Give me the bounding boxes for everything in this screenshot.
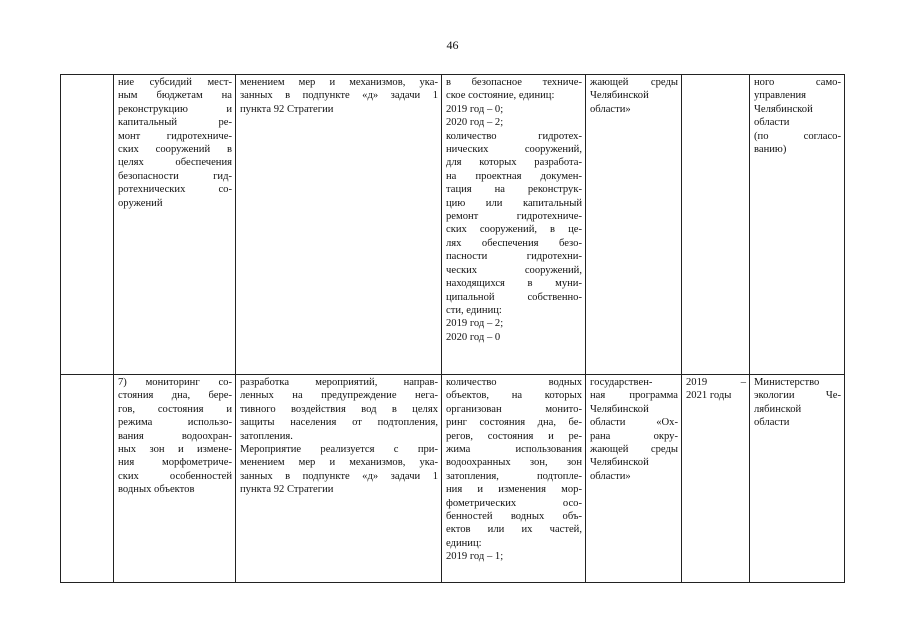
text-line: лях обеспечения безо- (446, 237, 582, 249)
text-line: занных в подпункте «д» задачи 1 (240, 470, 438, 482)
cell-paragraph (118, 376, 232, 497)
text-line: ного само- (754, 77, 841, 88)
page-number: 46 (446, 38, 459, 52)
text-line: пункта 92 Стратегии (240, 484, 334, 496)
text-line: тация на реконструк- (446, 184, 582, 196)
text-line: сти, единиц: (446, 304, 502, 316)
text-line: безопасности гид- (118, 170, 232, 182)
text-line: гов, состояния и (118, 403, 232, 415)
text-line: фометрических осо- (446, 497, 582, 509)
text-line: ния морфометриче- (118, 457, 232, 469)
cell-paragraph (590, 376, 678, 483)
text-line: Министерство (754, 377, 820, 388)
cell-measure-description (236, 75, 442, 375)
text-line: 2019 год – 0; (446, 103, 504, 115)
text-line: ских сооружений, в це- (446, 224, 582, 236)
text-line: 2019 год – 2; (446, 318, 504, 330)
table-row (61, 375, 845, 583)
text-line: области «Ох- (590, 417, 678, 429)
text-line: 2020 год – 0 (446, 331, 501, 343)
text-line: цию или капитальный (446, 197, 582, 209)
text-line: Челябинской (590, 403, 649, 415)
text-line: ния и изменения мор- (446, 484, 582, 496)
cell-paragraph (754, 76, 841, 156)
cell-program (586, 75, 682, 375)
text-line: единиц: (446, 537, 482, 549)
text-line: ных зон и измене- (118, 444, 232, 456)
cell-paragraph (446, 116, 582, 129)
text-line: ринг состояния дна, бе- (446, 417, 582, 429)
text-line: Челябинской (590, 457, 649, 469)
text-line: затопления, подтопле- (446, 470, 582, 482)
text-line: пасности гидротехни- (446, 251, 582, 263)
text-line: 7) мониторинг со- (118, 377, 232, 388)
cell-period (682, 75, 750, 375)
text-line: находящихся в муни- (446, 278, 582, 290)
text-line: организован монито- (446, 403, 582, 415)
text-line: менением мер и механизмов, ука- (240, 77, 438, 88)
cell-program (586, 375, 682, 583)
cell-paragraph (446, 376, 582, 550)
text-line: управления (754, 90, 807, 102)
text-line: ние субсидий мест- (118, 77, 232, 88)
cell-paragraph (446, 130, 582, 318)
text-line: объектов, на которых (446, 390, 582, 402)
text-line: капитальный ре- (118, 117, 232, 129)
text-line: водных объектов (118, 484, 195, 496)
text-line: количество водных (446, 377, 582, 388)
text-line: разработка мероприятий, направ- (240, 377, 438, 388)
text-line: Челябинской (590, 90, 649, 102)
text-line: водоохранных зон, зон (446, 457, 582, 469)
text-line: ная программа (590, 390, 678, 402)
text-line: в безопасное техниче- (446, 77, 582, 88)
text-line: лябинской (754, 403, 802, 415)
text-line: регов, состояния и ре- (446, 430, 582, 442)
cell-indicator (442, 375, 586, 583)
text-line: монт гидротехниче- (118, 130, 232, 142)
cell-paragraph (686, 376, 746, 403)
cell-paragraph (446, 331, 582, 344)
text-line: 2021 годы (686, 390, 732, 402)
text-line: ванию) (754, 144, 787, 156)
text-line: на проектная докумен- (446, 170, 582, 182)
text-line: ным бюджетам на (118, 90, 232, 102)
text-line: государствен- (590, 377, 653, 388)
cell-executor (750, 375, 845, 583)
cell-indicator (442, 75, 586, 375)
cell-paragraph (754, 376, 841, 430)
text-line: 2019 год – 1; (446, 551, 504, 563)
text-line: ское состояние, единиц: (446, 90, 555, 102)
text-line: пункта 92 Стратегии (240, 103, 334, 115)
cell-paragraph (240, 443, 438, 497)
text-line: области (754, 117, 790, 129)
table-row (61, 75, 845, 375)
text-line: ленных на предупреждение нега- (240, 390, 438, 402)
cell-paragraph (240, 376, 438, 443)
cell-paragraph (446, 103, 582, 116)
text-line: ектов или их частей, (446, 524, 582, 536)
cell-executor (750, 75, 845, 375)
text-line: Челябинской (754, 103, 813, 115)
text-line: ских сооружений в (118, 144, 232, 156)
text-line: области» (590, 470, 631, 482)
text-line: затопления. (240, 430, 293, 442)
text-line: Мероприятие реализуется с при- (240, 444, 438, 456)
text-line: менением мер и механизмов, ука- (240, 457, 438, 469)
cell-paragraph (446, 550, 582, 563)
text-line: количество гидротех- (446, 130, 582, 142)
measures-table (60, 74, 845, 583)
cell-paragraph (446, 76, 582, 103)
text-line: нических сооружений, (446, 144, 582, 156)
text-line: защиты населения от подтопления, (240, 417, 438, 429)
text-line: целях обеспечения (118, 157, 232, 169)
cell-measure-name (114, 375, 236, 583)
text-line: ремонт гидротехниче- (446, 211, 582, 223)
text-line: ческих сооружений, (446, 264, 582, 276)
text-line: вания водоохран- (118, 430, 232, 442)
text-line: ротехнических со- (118, 184, 232, 196)
text-line: жающей среды (590, 444, 678, 456)
text-line: области (754, 417, 790, 429)
text-line: для которых разработа- (446, 157, 582, 169)
cell-paragraph (590, 76, 678, 116)
text-line: оружений (118, 197, 163, 209)
text-line: жающей среды (590, 77, 678, 88)
text-line: режима использо- (118, 417, 232, 429)
cell-paragraph (118, 76, 232, 210)
cell-measure-name (114, 75, 236, 375)
text-line: тивного воздействия вод в целях (240, 403, 438, 415)
text-line: области» (590, 103, 631, 115)
text-line: ских особенностей (118, 470, 232, 482)
cell-measure-description (236, 375, 442, 583)
cell-period (682, 375, 750, 583)
text-line: 2019 – (686, 377, 746, 388)
text-line: экологии Че- (754, 390, 841, 402)
cell-index (61, 75, 114, 375)
text-line: реконструкцию и (118, 103, 232, 115)
text-line: жима использования (446, 444, 582, 456)
cell-index (61, 375, 114, 583)
text-line: ципальной собственно- (446, 291, 582, 303)
cell-paragraph (446, 317, 582, 330)
text-line: бенностей водных объ- (446, 511, 582, 523)
text-line: занных в подпункте «д» задачи 1 (240, 90, 438, 102)
text-line: (по согласо- (754, 130, 841, 142)
text-line: 2020 год – 2; (446, 117, 504, 129)
text-line: стояния дна, бере- (118, 390, 232, 402)
text-line: рана окру- (590, 430, 678, 442)
cell-paragraph (240, 76, 438, 116)
